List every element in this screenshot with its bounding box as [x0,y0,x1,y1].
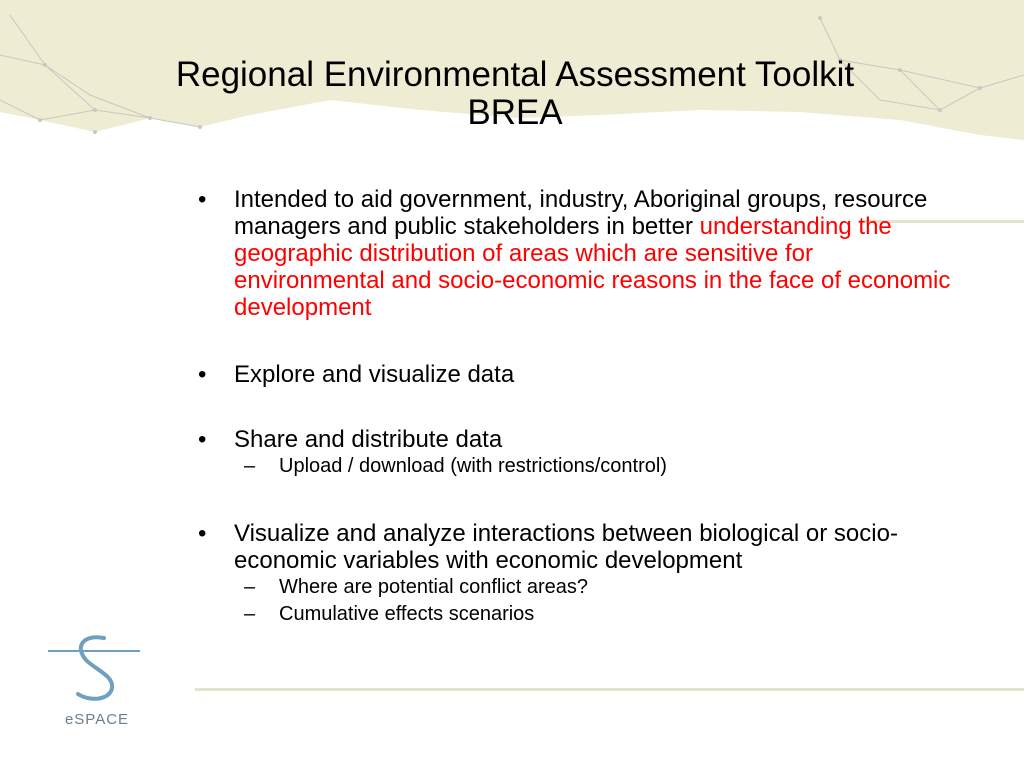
bullet-visualize [192,520,962,574]
sub-bullet-dash: – [244,455,256,477]
sub-bullet-cumulative [192,601,962,628]
sub-bullet-text: Cumulative effects scenarios [279,603,535,625]
title-line-1: Regional Environmental Assessment Toolkit [175,55,855,94]
slide-title [110,56,920,132]
bullet-dot: • [198,361,207,388]
sub-bullet-text: Upload / download (with restrictions/control) [279,455,667,477]
bullet-text: Share and distribute data [234,426,503,453]
bullet-highlight-text: understanding the geographic distribution of areas which are sensitive for environmental and socio-economic reasons in the face of economic development [234,213,951,321]
bullet-explore [192,361,962,388]
title-line-2: BREA [467,93,563,132]
bullet-text: Intended to aid government, industry, Aboriginal groups, resource managers and public stakeholders in better [234,186,928,240]
bottom-rule [195,688,1024,691]
sub-bullet-dash: – [244,576,256,598]
logo-text: eSPACE [64,711,130,728]
sub-bullet-dash: – [244,603,256,625]
sub-bullet-upload [192,453,962,480]
bullet-dot: • [198,520,207,547]
sub-bullet-text: Where are potential conflict areas? [279,576,589,598]
bullet-share [192,426,962,453]
bullet-purpose [192,186,962,321]
sub-bullet-conflict [192,574,962,601]
bullet-text: Visualize and analyze interactions between biological or socio-economic variables with economic development [234,520,898,574]
bullet-text: Explore and visualize data [234,361,515,388]
bullet-dot: • [198,186,207,213]
bullet-list [192,186,962,628]
bullet-dot: • [198,426,207,453]
